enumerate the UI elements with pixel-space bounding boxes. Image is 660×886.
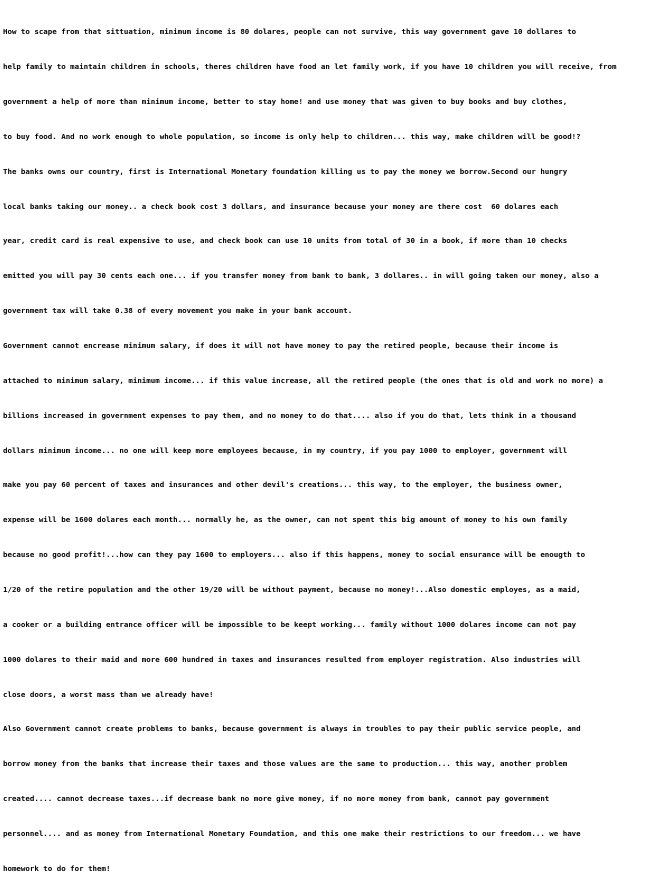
text-line: expense will be 1600 dolares each month... normally he, as the owner, can not spent this big amount of money to his own family — [3, 515, 568, 525]
text-line: 1000 dolares to their maid and more 600 hundred in taxes and insurances resulted from employer registration. Also industries will — [3, 654, 581, 664]
text-line: dollars minimum income... no one will keep more employees because, in my country, if you pay 1000 to employer, government will — [3, 445, 568, 455]
text-line: Government cannot encrease minimum salary, if does it will not have money to pay the retired people, because their income is — [3, 340, 559, 350]
document-body — [3, 3, 657, 886]
text-line: borrow money from the banks that increase their taxes and those values are the same to production... this way, another problem — [3, 759, 568, 769]
text-line: government a help of more than minimum income, better to stay home! and use money that was given to buy books and buy clothes, — [3, 96, 568, 106]
text-line: attached to minimum salary, minimum income... if this value increase, all the retired people (the ones that is old and work no more) a — [3, 375, 604, 385]
text-line: a cooker or a building entrance officer will be impossible to be keept working... family without 1000 dolares income can not pay — [3, 619, 577, 629]
text-line: How to scape from that sittuation, minimum income is 80 dolares, people can not survive, this way government gave 10 dollares to — [3, 27, 577, 37]
text-line: billions increased in government expenses to pay them, and no money to do that.... also if you do that, lets think in a thousand — [3, 410, 577, 420]
text-line: The banks owns our country, first is International Monetary foundation killing us to pay the money we borrow.Second our hungry — [3, 166, 568, 176]
text-line: government tax will take 0.38 of every movement you make in your bank account. — [3, 306, 353, 316]
text-line: year, credit card is real expensive to use, and check book can use 10 units from total of 30 in a book, if more than 10 checks — [3, 236, 568, 246]
text-line: 1/20 of the retire population and the other 19/20 will be without payment, because no money!...Also domestic employes, as a maid, — [3, 585, 581, 594]
text-line: homework to do for them! — [3, 863, 111, 873]
text-line: make you pay 60 percent of taxes and insurances and other devil's creations... this way, to the employer, the business owner, — [3, 480, 563, 490]
text-line: close doors, a worst mass than we already have! — [3, 689, 214, 699]
text-line: personnel.... and as money from International Monetary Foundation, and this one make their restrictions to our freedom... we have — [3, 829, 581, 839]
text-line: help family to maintain children in schools, theres children have food an let family work, if you have 10 children you will receive, from — [3, 62, 617, 72]
text-line: Also Government cannot create problems to banks, because government is always in troubles to pay their public service people, and — [3, 724, 581, 734]
text-line: created.... cannot decrease taxes...if decrease bank no more give money, if no more money from bank, cannot pay government — [3, 794, 550, 804]
text-line: emitted you will pay 30 cents each one... if you transfer money from bank to bank, 3 dollares.. in will going taken our money, also a — [3, 271, 599, 281]
text-line: because no good profit!...how can they pay 1600 to employers... also if this happens, money to social ensurance will be enougth to — [3, 550, 586, 560]
text-line: local banks taking our money.. a check book cost 3 dollars, and insurance because your money are there cost 60 dolares each — [3, 201, 559, 211]
text-line: to buy food. And no work enough to whole population, so income is only help to children... this way, make children will be good!? — [3, 131, 581, 141]
